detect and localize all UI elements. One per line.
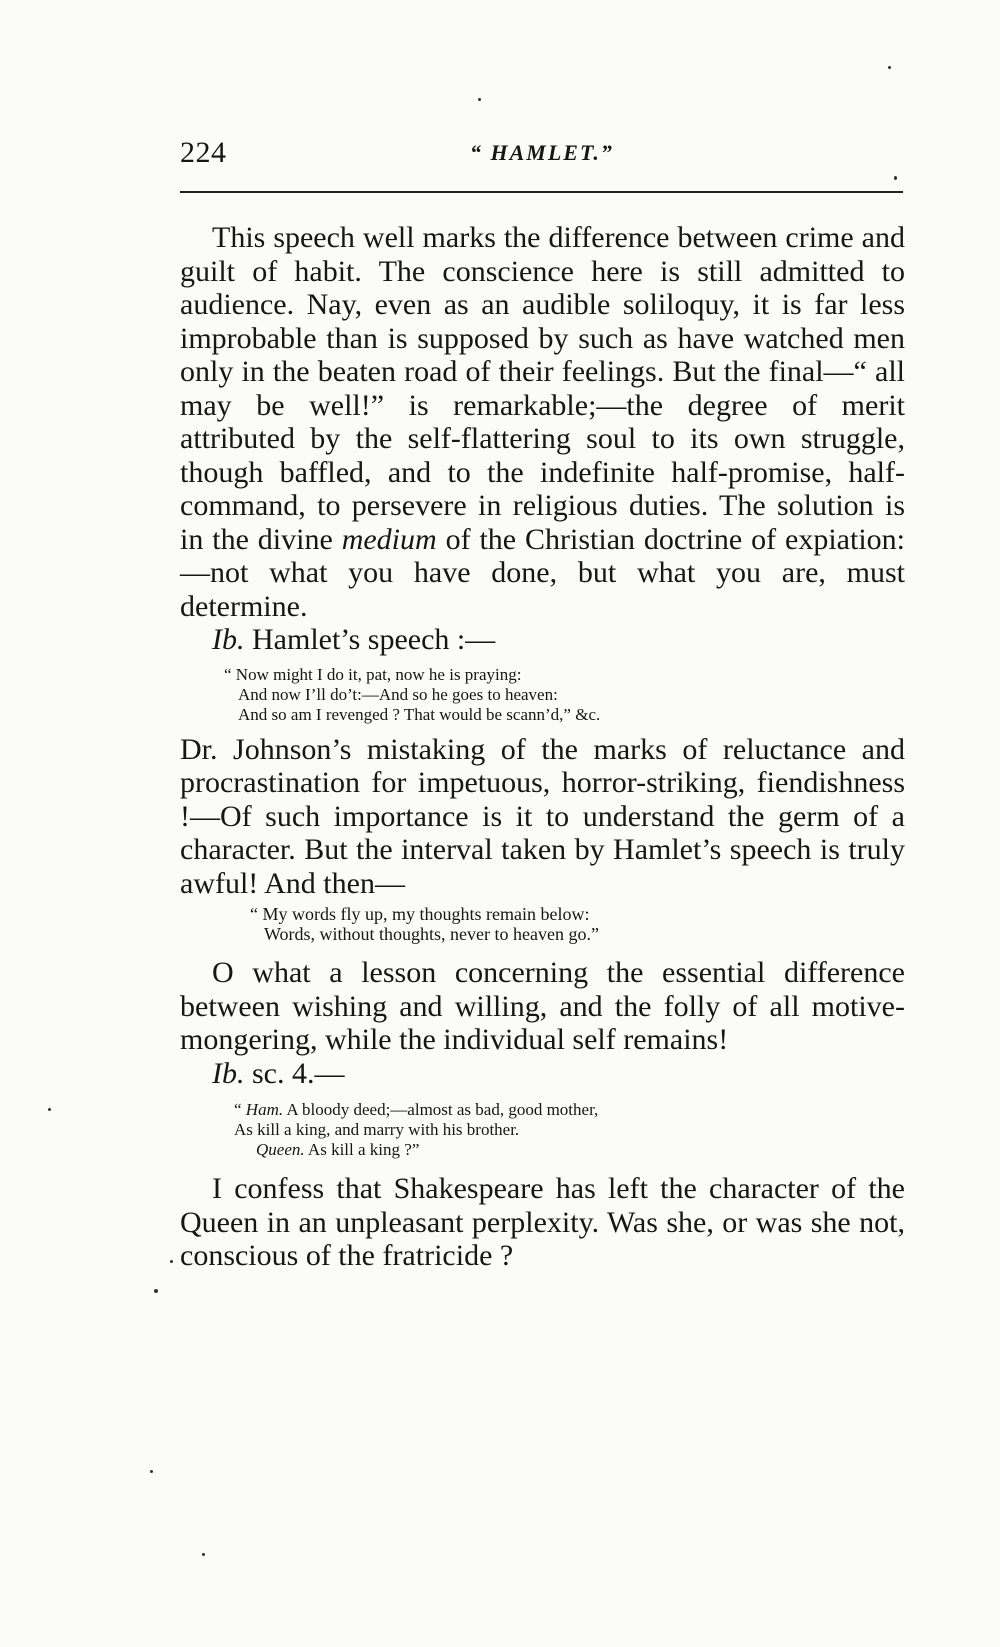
page-number: 224 <box>180 136 227 169</box>
specks <box>888 66 891 69</box>
speaker-ham: Ham. <box>245 1100 284 1119</box>
section-heading-2: Ib. sc. 4.— <box>212 1056 345 1090</box>
quotation-3 <box>234 1100 905 1160</box>
specks <box>154 1289 158 1293</box>
ibid-ref: Ib. <box>212 1056 245 1090</box>
header-rule <box>180 191 903 193</box>
paragraph-1: This speech well marks the difference between crime and guilt of habit. The conscience here is still admitted to audience. Nay, even as an audible soliloquy, it is far less improbable than is supposed by such as have watched men only in the beaten road of their feelings. But the final—“ all may be well!” is remarkable;—the degree of merit attributed by the self-flattering soul to its own struggle, though baffled, and to the indefinite half-promise, half-command, to persevere in religious duties. The solution is in the divine medium of the Christian doctrine of expiation:—not what you have done, but what you are, must determine. <box>180 221 905 623</box>
quote-line: Queen. As kill a king ?” <box>256 1140 420 1159</box>
quote-line: And so am I revenged ? That would be scann’d,” &c. <box>238 704 601 724</box>
book-page <box>180 126 905 1272</box>
emphasis-medium: medium <box>341 522 437 556</box>
quotation-2 <box>250 904 905 944</box>
quotation-1 <box>224 665 905 725</box>
specks <box>894 176 897 180</box>
quote-line: “ Ham. A bloody deed;—almost as bad, good mother, <box>234 1100 599 1119</box>
paragraph-2: Dr. Johnson’s mistaking of the marks of reluctance and procrastination for impetuous, horror-striking, fiendishness !—Of such importance is it to understand the germ of a character. But the interval taken by Hamlet’s speech is truly awful! And then— <box>180 732 905 900</box>
specks <box>202 1553 205 1556</box>
quote-line: “ Now might I do it, pat, now he is praying: <box>224 664 522 684</box>
speaker-queen: Queen. <box>256 1140 305 1159</box>
section-heading-1: Ib. Hamlet’s speech :— <box>212 623 496 656</box>
specks <box>170 1260 173 1263</box>
specks <box>478 98 481 101</box>
quote-line: Words, without thoughts, never to heaven go.” <box>264 924 599 944</box>
quote-line: As kill a king, and marry with his brother. <box>234 1120 520 1139</box>
paragraph-3: O what a lesson concerning the essential difference between wishing and willing, and the folly of all motive-mongering, while the individual self remains! <box>180 956 905 1056</box>
specks <box>150 1470 153 1473</box>
paragraph-4: I confess that Shakespeare has left the character of the Queen in an unpleasant perplexity. Was she, or was she not, conscious of the fratricide ? <box>180 1172 905 1272</box>
quote-line: “ My words fly up, my thoughts remain below: <box>250 904 590 924</box>
ibid-ref: Ib. <box>212 623 245 656</box>
running-head: “ HAMLET.” <box>470 140 614 165</box>
quote-line: And now I’ll do’t:—And so he goes to heaven: <box>238 684 558 704</box>
body-text <box>180 221 905 1273</box>
specks <box>48 1108 51 1111</box>
page-header <box>180 126 905 178</box>
